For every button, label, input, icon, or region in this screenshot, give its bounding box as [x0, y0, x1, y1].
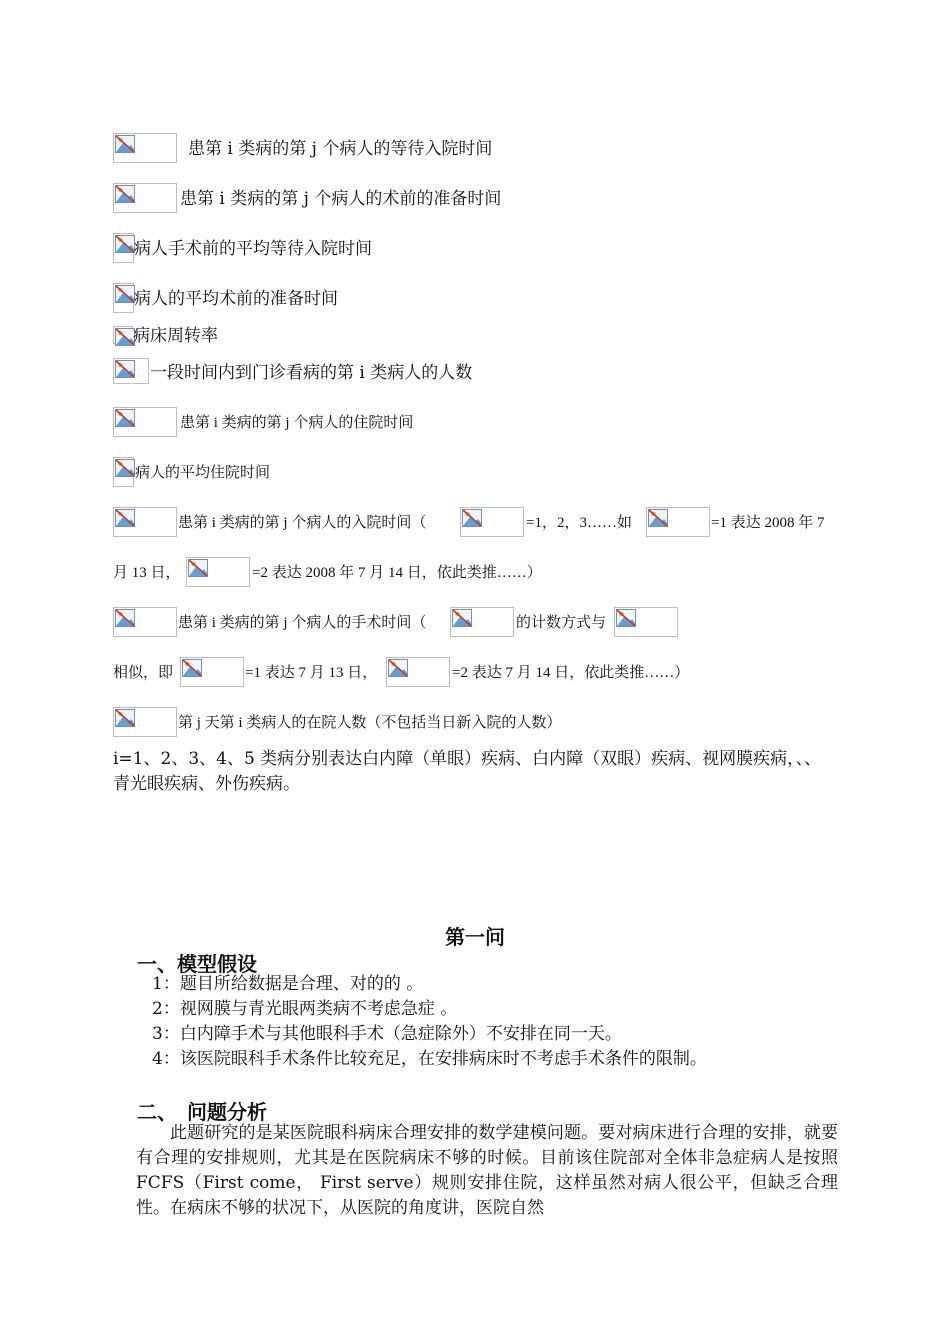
formula-image-icon — [113, 358, 149, 384]
formula-image-icon — [450, 607, 514, 637]
formula-image-icon — [113, 233, 134, 263]
definition-avg-prep: 病人的平均术前的准备时间 — [134, 289, 338, 309]
formula-image-icon — [614, 607, 678, 637]
definition-turnover: 病床周转率 — [133, 326, 218, 346]
formula-image-icon — [113, 707, 177, 737]
section-heading-assumptions: 一、模型假设 — [137, 952, 257, 976]
definition-admit-text: 患第 i 类病的第 j 个病人的入院时间（ — [178, 515, 427, 531]
formula-image-icon — [113, 457, 134, 487]
definition-surgery-end: =2 表达 7 月 14 日，依此类推……） — [452, 665, 690, 681]
definition-surgery-similar: 相似，即 — [113, 665, 174, 681]
assumption-item: 3：白内障手术与其他眼科手术（急症除外）不安排在同一天。 — [152, 1024, 622, 1044]
definition-visit-count: 一段时间内到门诊看病的第 i 类病人的人数 — [150, 363, 473, 383]
analysis-paragraph: 此题研究的是某医院眼科病床合理安排的数学建模问题。要对病床进行合理的安排，就要有合理的安排规则，尤其是在医院病床不够的时候。目前该住院部对全体非急症病人是按照FCFS（First come， First serve）规则安排住院，这样虽然对病人很公平，但缺乏合理性。在病床不够的状况下，从医院的角度讲，医院自然 — [136, 1123, 838, 1218]
formula-image-icon — [180, 657, 244, 687]
section-title: 第一问 — [445, 925, 505, 949]
definition-admit-cont: 月 13 日， — [113, 565, 181, 581]
definition-inpatient: 第 j 天第 i 类病人的在院人数（不包括当日新入院的人数） — [178, 715, 562, 731]
definition-avg-stay: 病人的平均住院时间 — [135, 465, 271, 481]
formula-image-icon — [113, 133, 177, 163]
definition-surgery-text: 患第 i 类病的第 j 个病人的手术时间（ — [178, 615, 427, 631]
definition-surgery-count: 的计数方式与 — [516, 615, 607, 631]
formula-image-icon — [646, 507, 710, 537]
formula-image-icon — [113, 407, 177, 437]
definition-avg-wait: 病人手术前的平均等待入院时间 — [134, 239, 372, 259]
section-heading-analysis: 二、 问题分析 — [137, 1100, 267, 1124]
formula-image-icon — [386, 657, 450, 687]
assumption-item: 1：题目所给数据是合理、对的的 。 — [152, 974, 424, 994]
definition-admit-example: =1 表达 2008 年 7 — [711, 515, 825, 531]
definition-surgery-mid: =1 表达 7 月 13 日， — [245, 665, 378, 681]
formula-image-icon — [113, 283, 134, 313]
formula-image-icon — [460, 507, 524, 537]
definition-stay-time: 患第 i 类病的第 j 个病人的住院时间 — [180, 415, 414, 431]
definition-prep-time: 患第 i 类病的第 j 个病人的术前的准备时间 — [180, 189, 502, 209]
formula-image-icon — [186, 557, 250, 587]
formula-image-icon — [113, 326, 133, 344]
formula-image-icon — [113, 607, 177, 637]
definition-admit-range: =1，2，3……如 — [526, 515, 632, 531]
formula-image-icon — [113, 507, 177, 537]
definition-wait-time: 患第 i 类病的第 j 个病人的等待入院时间 — [188, 139, 493, 159]
assumption-item: 4：该医院眼科手术条件比较充足，在安排病床时不考虑手术条件的限制。 — [152, 1049, 707, 1069]
definition-admit-end: =2 表达 2008 年 7 月 14 日，依此类推……） — [252, 565, 542, 581]
assumption-item: 2：视网膜与青光眼两类病不考虑急症 。 — [152, 999, 458, 1019]
formula-image-icon — [113, 183, 177, 213]
disease-classes-paragraph: i=1、2、3、4、5 类病分别表达白内障（单眼）疾病、白内障（双眼）疾病、视网膜疾病，、、青光眼疾病、外伤疾病。 — [113, 749, 822, 794]
